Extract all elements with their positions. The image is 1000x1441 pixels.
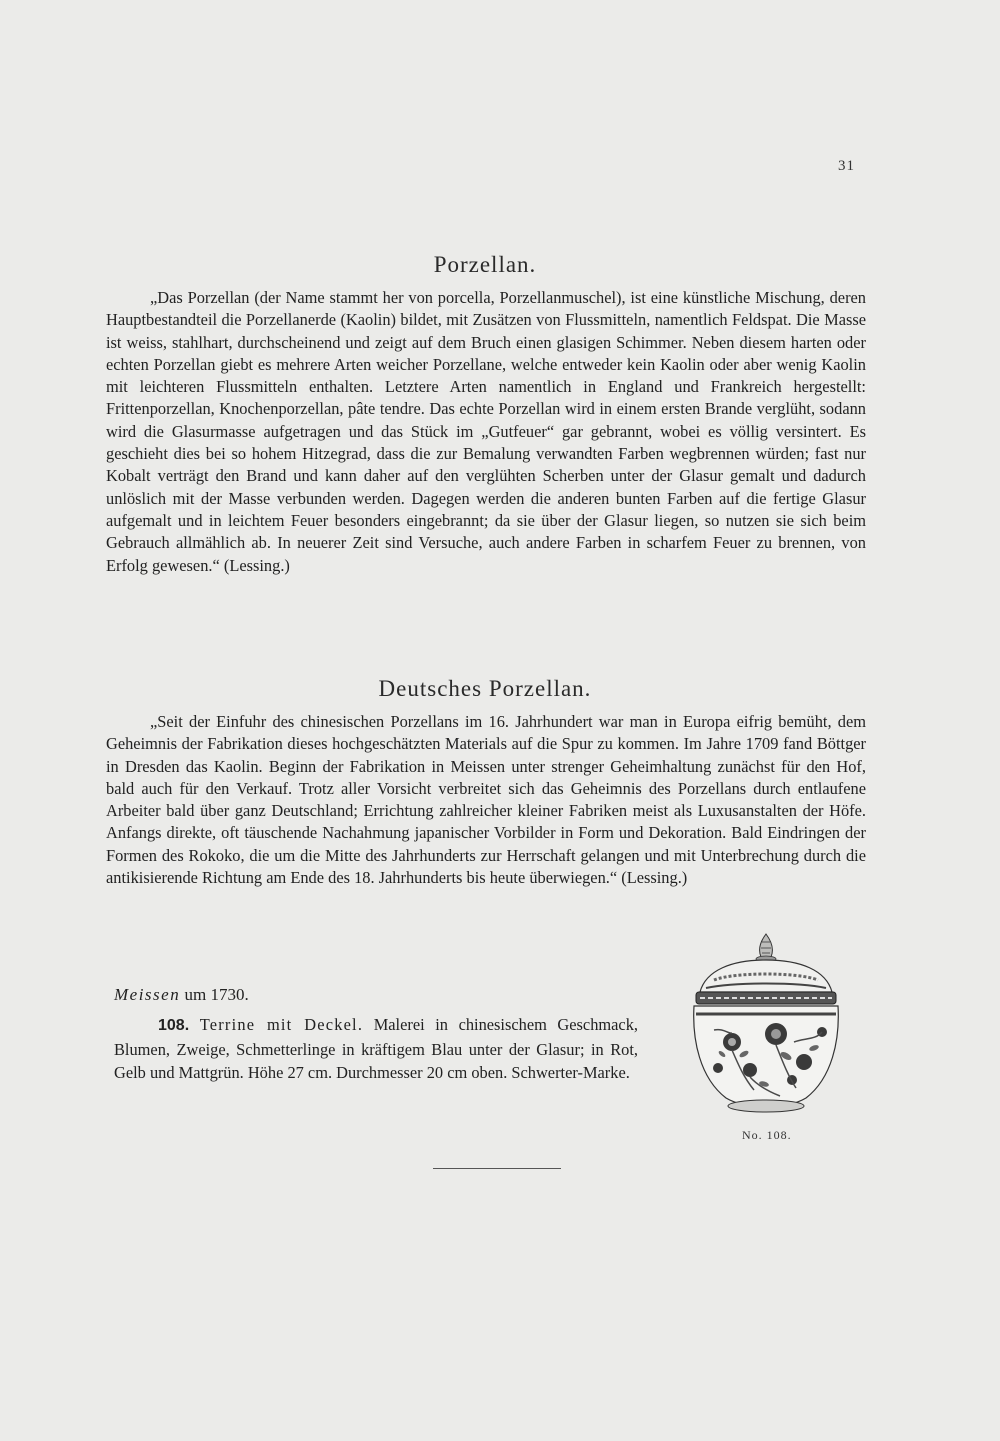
entry-number: 108. (158, 1017, 190, 1034)
entry-place: Meissen (114, 985, 181, 1004)
entry-origin (114, 985, 249, 1005)
section-text-deutsches-porzellan: „Seit der Einfuhr des chinesischen Porzellans im 16. Jahrhundert war man in Europa eifrig bemüht, dem Geheimnis der Fabrikation dieses hochgeschätzten Materials auf die Spur zu kommen. Im Jahre 1709 fand Böttger in Dresden das Kaolin. Beginn der Fabrikation in Meissen unter strenger Geheimhaltung zunächst für den Hof, bald auch für den Verkauf. Trotz aller Vorsicht verbreitet sich das Geheimnis des Porzellans durch entlaufene Arbeiter bald über ganz Deutschland; Errichtung zahlreicher kleiner Fabriken meist als Luxusanstalten der Höfe. Anfangs direkte, oft täuschende Nachahmung japanischer Vorbilder in Form und Dekoration. Bald Eindringen der Formen des Rokoko, die um die Mitte des Jahrhunderts zur Herrschaft gelangen und mit Unterbrechung durch die antikisierende Richtung am Ende des 18. Jahrhunderts bis heute überwiegen.“ (Lessing.) (106, 712, 866, 888)
section-text-porzellan: „Das Porzellan (der Name stammt her von porcella, Porzellanmuschel), ist eine künstliche Mischung, deren Hauptbestandteil die Porzellanerde (Kaolin) bildet, mit Zusätzen von Flussmitteln, namentlich Feldspat. Die Masse ist weiss, stahlhart, durchscheinend und zeigt auf dem Bruch einen glasigen Schimmer. Neben diesem harten oder echten Porzellan giebt es mehrere Arten weicher Porzellane, welche entweder kein Kaolin oder aber wenig Kaolin mit leichteren Flussmitteln enthalten. Letztere Arten namentlich in England und Frankreich hergestellt: Frittenporzellan, Knochenporzellan, pâte tendre. Das echte Porzellan wird in einem ersten Brande verglüht, sodann wird die Glasurmasse aufgetragen und das Stück im „Gutfeuer“ gar gebrannt, wobei es völlig versintert. Es geschieht dies bei so hohem Hitzegrad, dass die zur Bemalung verwandten Farben wegbrennen würden; fast nur Kobalt verträgt den Brand und kann daher auf den verglühten Scherben unter der Glasur gemalt und dadurch unlöslich mit der Masse verbunden werden. Dagegen werden die anderen bunten Farben auf die fertige Glasur aufgemalt und in leichtem Feuer besonders eingebrannt; da sie über der Glasur liegen, so nutzen sie sich beim Gebrauch allmählich ab. In neuerer Zeit sind Versuche, auch andere Farben in scharfem Feuer zu brennen, von Erfolg gewesen.“ (Lessing.) (106, 288, 866, 575)
entry-date: um 1730. (184, 985, 249, 1004)
figure-caption: No. 108. (742, 1128, 792, 1142)
lidded-tureen-illustration (684, 930, 850, 1130)
section-title-porzellan: Porzellan. (433, 252, 537, 277)
section-title-deutsches-porzellan: Deutsches Porzellan. (378, 676, 592, 701)
section-divider (433, 1168, 561, 1169)
entry-description: Malerei in chinesischem Geschmack, Blumen, Zweige, Schmetterlinge in kräftigem Blau unter der Glasur; in Rot, Gelb und Mattgrün. Höhe 27 cm. Durchmesser 20 cm oben. Schwerter-Marke. (114, 1015, 638, 1082)
tureen-icon (684, 930, 850, 1130)
page-number: 31 (838, 158, 855, 174)
catalog-entry (114, 1013, 638, 1085)
entry-object: Terrine mit Deckel. (199, 1015, 364, 1034)
